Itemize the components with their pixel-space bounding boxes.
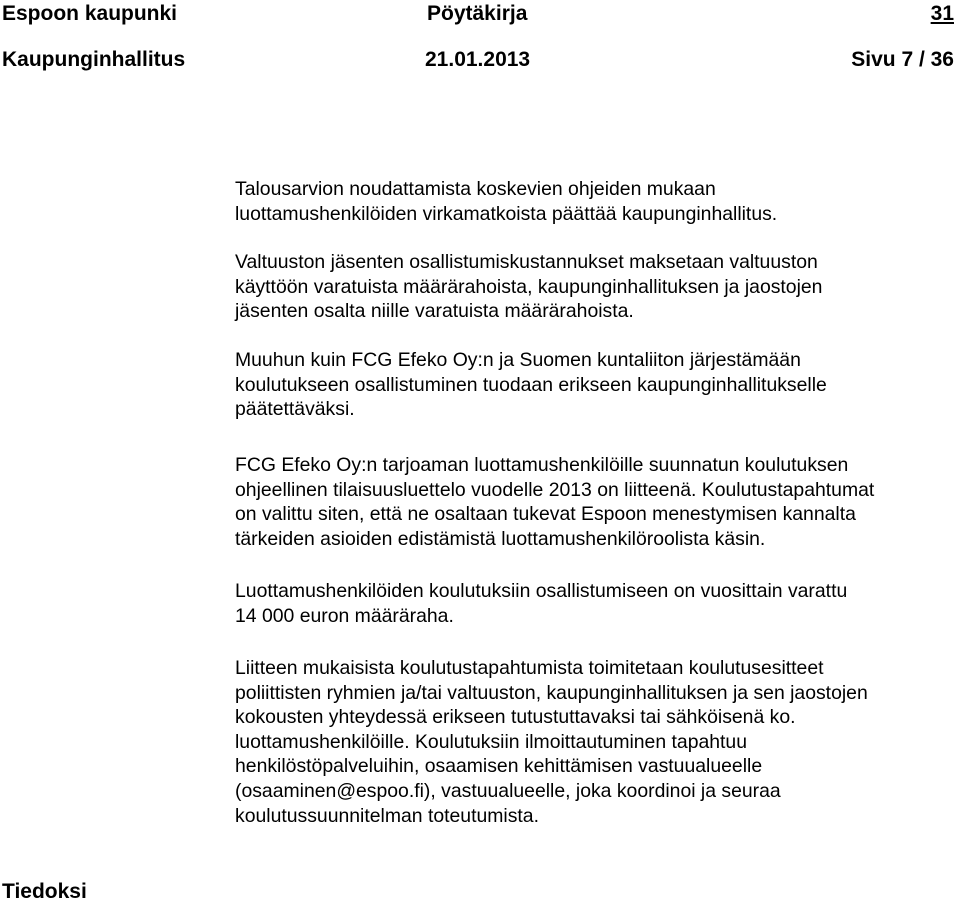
paragraph-line: tärkeiden asioiden edistämistä luottamushenkilöroolista käsin.: [235, 527, 766, 550]
paragraph: [235, 453, 957, 551]
paragraph: [235, 656, 957, 828]
paragraph-line: Luottamushenkilöiden koulutuksiin osallistumiseen on vuosittain varattu: [235, 580, 848, 602]
paragraph-line: luottamushenkilöille. Koulutuksiin ilmoittautuminen tapahtuu: [235, 730, 747, 753]
header-body: Kaupunginhallitus: [2, 48, 186, 71]
paragraph-line: koulutussuunnitelman toteutumista.: [235, 804, 539, 827]
paragraph-line: on valittu siten, että ne osaltaan tukevat Espoon menestymisen kannalta: [235, 503, 856, 526]
paragraph: [235, 177, 957, 226]
paragraph-line: päätettäväksi.: [235, 398, 355, 421]
paragraph-line: Talousarvion noudattamista koskevien ohjeiden mukaan: [235, 178, 716, 200]
paragraph-line: (osaaminen@espoo.fi), vastuualueelle, joka koordinoi ja seuraa: [235, 779, 781, 802]
header-doc-type: Pöytäkirja: [427, 2, 528, 25]
header-org: Espoon kaupunki: [2, 2, 178, 25]
paragraph-line: Liitteen mukaisista koulutustapahtumista toimitetaan koulutusesitteet: [235, 657, 824, 679]
header-date: 21.01.2013: [425, 48, 531, 71]
header-page: Sivu 7 / 36: [851, 48, 954, 71]
paragraph-line: Muuhun kuin FCG Efeko Oy:n ja Suomen kuntaliiton järjestämään: [235, 349, 801, 371]
paragraph-line: koulutukseen osallistuminen tuodaan erikseen kaupunginhallitukselle: [235, 373, 827, 396]
paragraph-line: kokousten yhteydessä erikseen tutustuttavaksi tai sähköisenä ko.: [235, 706, 796, 729]
paragraph-line: jäsenten osalta niille varatuista määrärahoista.: [235, 300, 634, 323]
header-section-number: 31: [930, 2, 954, 25]
paragraph-line: 14 000 euron määräraha.: [235, 604, 454, 627]
paragraph-line: poliittisten ryhmien ja/tai valtuuston, kaupunginhallituksen ja sen jaostojen: [235, 681, 868, 704]
paragraph: [235, 579, 957, 628]
paragraph-line: henkilöstöpalveluihin, osaamisen kehittämisen vastuualueelle: [235, 755, 763, 778]
paragraph: [235, 348, 957, 422]
paragraph-line: Valtuuston jäsenten osallistumiskustannukset maksetaan valtuuston: [235, 251, 818, 273]
paragraph-line: käyttöön varatuista määrärahoista, kaupunginhallituksen ja jaostojen: [235, 275, 823, 298]
paragraph-line: luottamushenkilöiden virkamatkoista päättää kaupunginhallitus.: [235, 202, 778, 225]
paragraph-line: FCG Efeko Oy:n tarjoaman luottamushenkilöille suunnatun koulutuksen: [235, 454, 849, 476]
paragraph: [235, 250, 957, 324]
paragraph-line: ohjeellinen tilaisuusluettelo vuodelle 2013 on liitteenä. Koulutustapahtumat: [235, 478, 875, 501]
section-heading: Tiedoksi: [2, 880, 87, 903]
